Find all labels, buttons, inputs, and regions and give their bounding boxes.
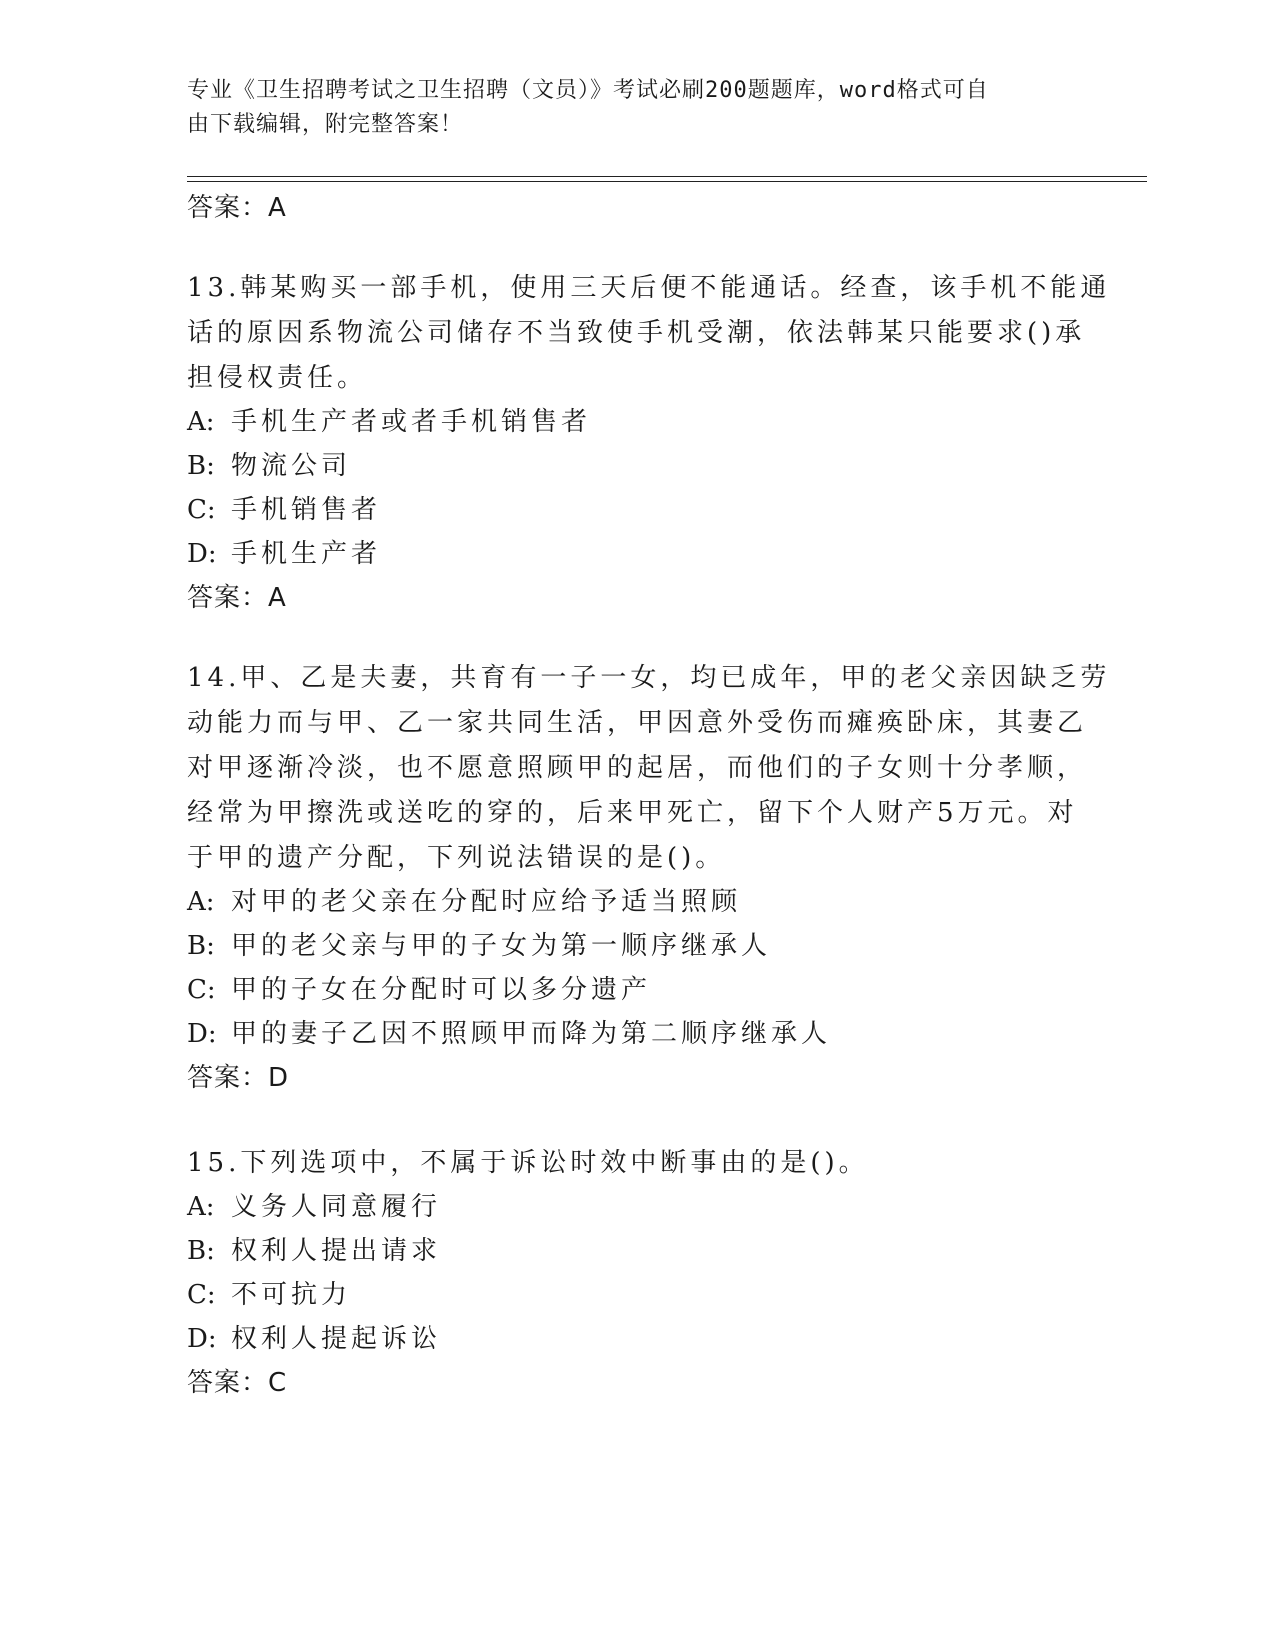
option-key: B: [187, 1236, 215, 1266]
option-key: C: [187, 1280, 216, 1310]
option-c [187, 488, 1087, 533]
option-d [187, 1317, 1087, 1362]
option-key: C: [187, 495, 216, 525]
option-c [187, 1273, 1087, 1318]
option-text: 权利人提出请求 [231, 1236, 442, 1266]
option-d [187, 532, 1087, 577]
option-text: 甲的老父亲与甲的子女为第一顺序继承人 [231, 931, 772, 961]
option-key: B: [187, 931, 215, 961]
question-text-line: 对甲逐渐冷淡，也不愿意照顾甲的起居，而他们的子女则十分孝顺， [187, 753, 1088, 783]
option-text: 手机生产者或者手机销售者 [231, 407, 592, 437]
option-text: 甲的子女在分配时可以多分遗产 [231, 975, 652, 1005]
document-header [187, 74, 1067, 142]
option-text: 不可抗力 [231, 1280, 352, 1310]
answer-line: 答案：C [187, 1368, 288, 1398]
option-a [187, 880, 1087, 925]
header-divider-top [187, 176, 1147, 177]
option-a [187, 1185, 1087, 1230]
option-b [187, 924, 1087, 969]
option-key: A: [187, 1192, 215, 1222]
question-text-line: 动能力而与甲、乙一家共同生活，甲因意外受伤而瘫痪卧床，其妻乙 [187, 708, 1088, 738]
option-key: C: [187, 975, 216, 1005]
option-text: 手机生产者 [231, 539, 382, 569]
answer-line: 答案：D [187, 1063, 290, 1093]
question-text-line: 于甲的遗产分配，下列说法错误的是()。 [187, 843, 726, 873]
question-text-line: 经常为甲擦洗或送吃的穿的，后来甲死亡，留下个人财产5万元。对 [187, 798, 1078, 828]
answer-line: 答案：A [187, 583, 287, 613]
question-text-line: 15.下列选项中，不属于诉讼时效中断事由的是()。 [187, 1148, 869, 1178]
question-text-line: 14.甲、乙是夫妻，共育有一子一女，均已成年，甲的老父亲因缺乏劳 [187, 663, 1111, 693]
option-text: 义务人同意履行 [231, 1192, 442, 1222]
option-key: D: [187, 1019, 217, 1049]
option-text: 对甲的老父亲在分配时应给予适当照顾 [231, 887, 742, 917]
option-text: 物流公司 [231, 451, 352, 481]
question-text-line: 话的原因系物流公司储存不当致使手机受潮，依法韩某只能要求()承 [187, 318, 1086, 348]
option-b [187, 1229, 1087, 1274]
option-a [187, 400, 1087, 445]
header-divider-bottom [187, 181, 1147, 182]
option-b [187, 444, 1087, 489]
option-text: 权利人提起诉讼 [231, 1324, 442, 1354]
option-key: D: [187, 539, 217, 569]
header-line-1: 专业《卫生招聘考试之卫生招聘（文员）》考试必刷200题题库，word格式可自 [187, 78, 989, 103]
option-key: A: [187, 887, 215, 917]
question-text-line: 担侵权责任。 [187, 363, 368, 393]
option-key: D: [187, 1324, 217, 1354]
option-d [187, 1012, 1087, 1057]
option-text: 手机销售者 [231, 495, 382, 525]
option-text: 甲的妻子乙因不照顾甲而降为第二顺序继承人 [231, 1019, 832, 1049]
previous-answer: 答案：A [187, 193, 287, 223]
option-key: A: [187, 407, 215, 437]
option-key: B: [187, 451, 215, 481]
option-c [187, 968, 1087, 1013]
header-line-2: 由下载编辑，附完整答案！ [187, 112, 464, 137]
question-text-line: 13.韩某购买一部手机，使用三天后便不能通话。经查，该手机不能通 [187, 273, 1111, 303]
